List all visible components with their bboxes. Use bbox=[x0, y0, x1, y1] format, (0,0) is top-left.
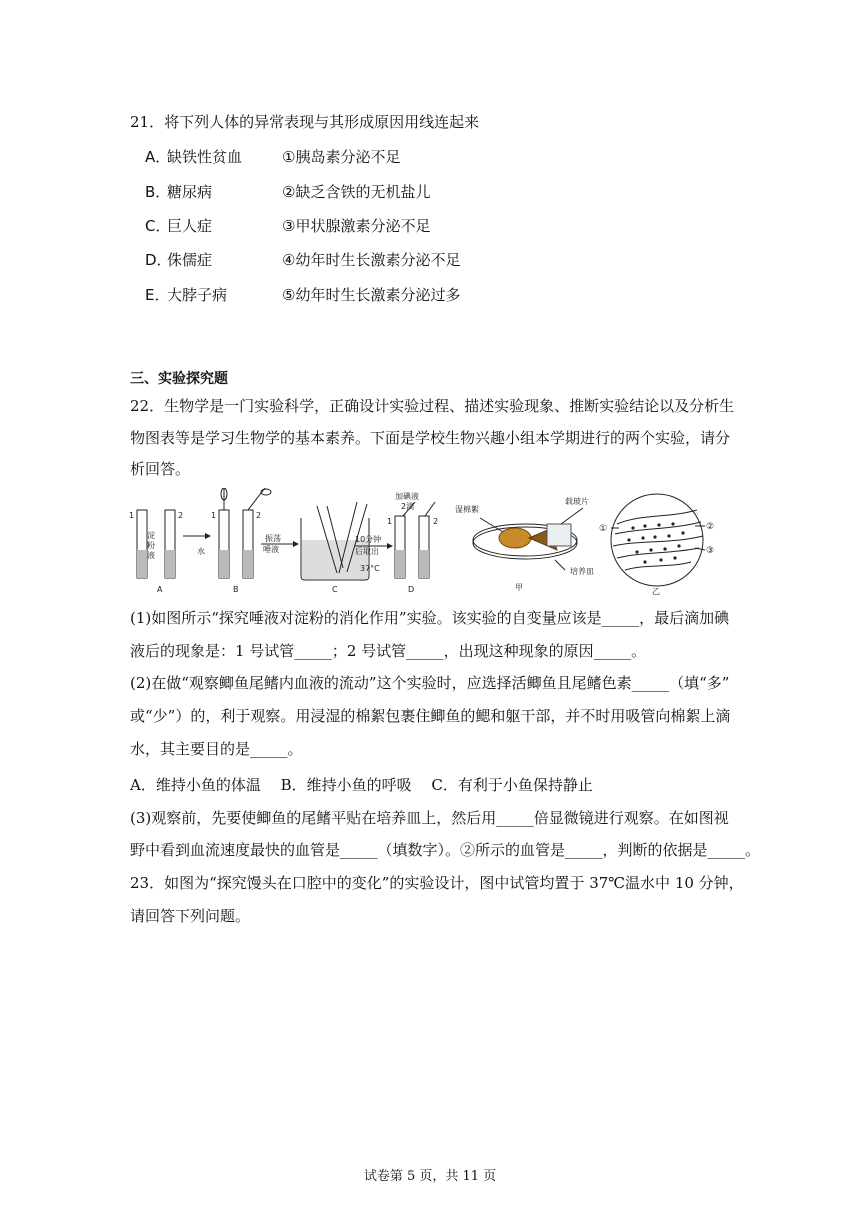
starch-char: 液 bbox=[147, 551, 155, 560]
panel-d bbox=[387, 491, 438, 594]
arrow-head bbox=[387, 543, 393, 549]
option-label: B． bbox=[145, 183, 171, 201]
option-cause: ⑤幼年时生长激素分泌过多 bbox=[282, 286, 461, 304]
q22-line: (1)如图所示“探究唾液对淀粉的消化作用”实验。该实验的自变量应该是_____，最后滴加碘 bbox=[130, 609, 730, 627]
page-footer: 试卷第 5 页，共 11 页 bbox=[363, 1169, 497, 1184]
shake-label: 振荡 bbox=[265, 534, 281, 543]
tube-1-label: 1 bbox=[129, 511, 135, 520]
microscope-field bbox=[611, 494, 703, 586]
water-label: 水 bbox=[197, 547, 205, 556]
starch-char: 淀 bbox=[147, 531, 155, 540]
vessel-label-3: ③ bbox=[706, 546, 715, 556]
panel-label: D bbox=[408, 585, 415, 594]
q22-line: 水，其主要目的是_____。 bbox=[130, 740, 303, 758]
temperature-label: 37°C bbox=[360, 564, 380, 573]
q21-option-b bbox=[145, 182, 430, 202]
q22-line: (2)在做“观察鲫鱼尾鳍内血液的流动”这个实验时，应选择活鲫鱼且尾鳍色素_____（填“多” bbox=[130, 674, 730, 692]
option-cause: ④幼年时生长激素分泌不足 bbox=[282, 251, 461, 269]
vessel-label-1: ① bbox=[599, 524, 608, 534]
panel-b bbox=[197, 488, 271, 594]
q22-line: 或“少”）的，利于观察。用浸湿的棉絮包裹住鲫鱼的鳃和躯干部，并不时用吸管向棉絮上滴 bbox=[130, 707, 731, 725]
option-disease: 侏儒症 bbox=[167, 251, 213, 269]
option-disease: 糖尿病 bbox=[167, 183, 213, 201]
q22-line: (3)观察前，先要使鲫鱼的尾鳍平贴在培养皿上，然后用_____倍显微镜进行观察。在如图视 bbox=[130, 809, 729, 827]
slide-label: 载玻片 bbox=[565, 497, 589, 506]
panel-field bbox=[611, 494, 705, 586]
option-disease: 巨人症 bbox=[167, 217, 213, 235]
q22-line: 野中看到血流速度最快的血管是_____（填数字）。②所示的血管是_____，判断的依据是_____。 bbox=[130, 841, 761, 859]
fish-body bbox=[499, 528, 531, 548]
option-cause: ①胰岛素分泌不足 bbox=[282, 148, 401, 166]
experiment-figure bbox=[125, 488, 740, 598]
option-label: D． bbox=[145, 251, 172, 269]
q21-option-e bbox=[145, 285, 460, 305]
section-title: 三、实验探究题 bbox=[130, 371, 228, 387]
starch-char: 粉 bbox=[147, 541, 155, 550]
iodine-label: 加碘液 bbox=[395, 492, 419, 501]
q23-line: 请回答下列问题。 bbox=[130, 907, 251, 925]
option-label: A． bbox=[145, 148, 171, 166]
arrow-head bbox=[205, 533, 211, 539]
q23-line: 23．如图为“探究馒头在口腔中的变化”的实验设计，图中试管均置于 37℃温水中 10 分钟， bbox=[130, 874, 744, 892]
q21-option-d bbox=[145, 250, 460, 270]
take-out-label: 后取出 bbox=[355, 547, 379, 556]
tube-1-label: 1 bbox=[211, 511, 217, 520]
tube-1-label: 1 bbox=[387, 517, 393, 526]
q22-stem-line: 析回答。 bbox=[130, 460, 191, 478]
option-label: E． bbox=[145, 286, 170, 304]
saliva-label: 唾液 bbox=[263, 545, 279, 554]
q21-option-a bbox=[145, 147, 400, 167]
panel-label: 甲 bbox=[515, 583, 523, 592]
panel-label: 乙 bbox=[652, 587, 660, 596]
tube-2-label: 2 bbox=[178, 511, 184, 520]
tube-2-label: 2 bbox=[433, 517, 439, 526]
panel-fish bbox=[473, 508, 583, 570]
ten-minute-label: 10分钟 bbox=[355, 535, 382, 544]
drops-label: 2滴 bbox=[401, 502, 415, 511]
q21-stem: 21．将下列人体的异常表现与其形成原因用线连起来 bbox=[130, 113, 480, 131]
option-cause: ③甲状腺激素分泌不足 bbox=[282, 217, 431, 235]
panel-label: C bbox=[332, 585, 338, 594]
vessel-label-2: ② bbox=[706, 522, 715, 532]
option-label: C． bbox=[145, 217, 171, 235]
dropper bbox=[248, 488, 265, 510]
tube-2-label: 2 bbox=[256, 511, 262, 520]
option-cause: ②缺乏含铁的无机盐儿 bbox=[282, 183, 431, 201]
glass-slide bbox=[547, 524, 571, 546]
panel-label: B bbox=[233, 585, 239, 594]
panel-label: A bbox=[157, 585, 163, 594]
arrow-head bbox=[293, 541, 299, 547]
q22-stem-line: 22．生物学是一门实验科学，正确设计实验过程、描述实验现象、推断实验结论以及分析生 bbox=[130, 397, 735, 415]
wet-cotton-label: 湿棉絮 bbox=[455, 505, 479, 514]
option-disease: 大脖子病 bbox=[167, 286, 228, 304]
option-disease: 缺铁性贫血 bbox=[167, 148, 243, 166]
q21-option-c bbox=[145, 216, 430, 236]
q22-choices: A．维持小鱼的体温 B．维持小鱼的呼吸 C．有利于小鱼保持静止 bbox=[130, 776, 593, 794]
petri-label: 培养皿 bbox=[570, 567, 594, 576]
q22-stem-line: 物图表等是学习生物学的基本素养。下面是学校生物兴趣小组本学期进行的两个实验，请分 bbox=[130, 429, 731, 447]
panel-a bbox=[129, 510, 183, 594]
q22-line: 液后的现象是：1 号试管_____；2 号试管_____，出现这种现象的原因_____。 bbox=[130, 642, 647, 660]
